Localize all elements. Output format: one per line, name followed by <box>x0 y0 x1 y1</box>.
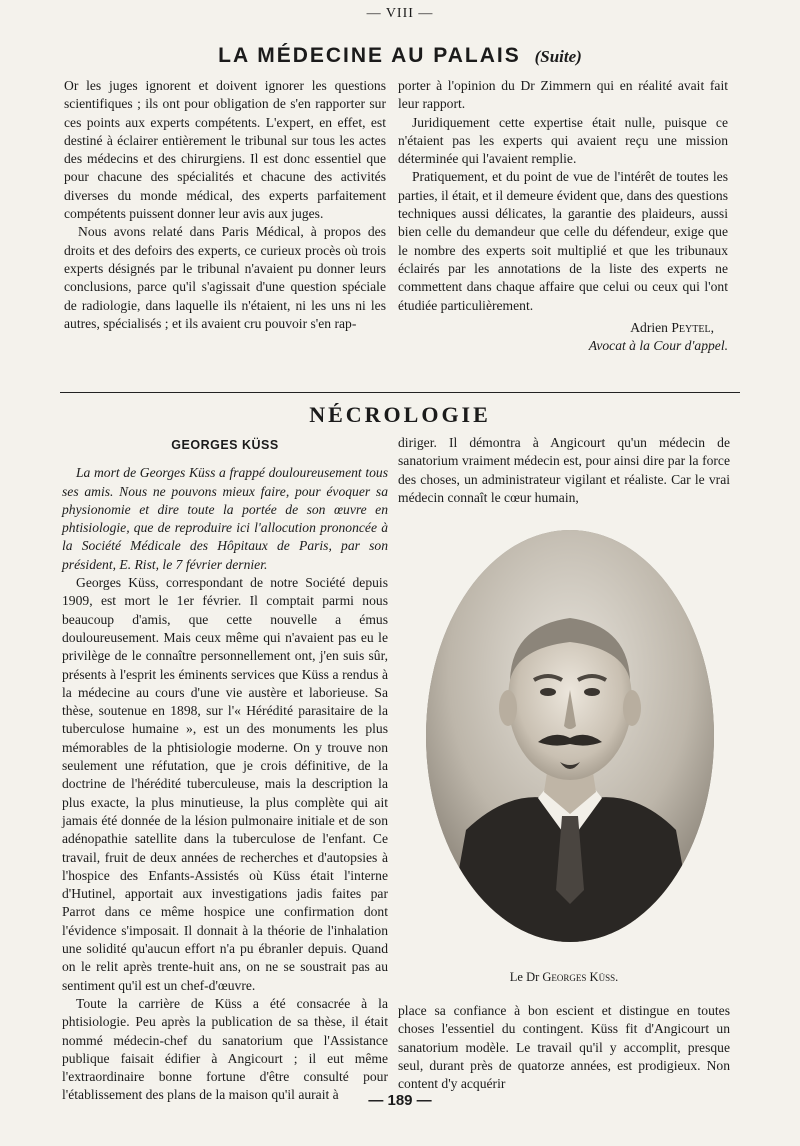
portrait-illustration <box>426 530 714 942</box>
paragraph: Toute la carrière de Küss a été consacrée à la phtisiologie. Peu après la publication de sa thèse, il était nommé médecin-chef du sanatorium que l'Assistance publique faisait édifier à Angicourt ; il eut même l'extraordinaire bonne fortune d'être consulté pour l'établissement des plans de la maison qu'il aurait à <box>62 995 388 1103</box>
article-title-suffix: (Suite) <box>534 47 582 66</box>
author-last-name: Peytel, <box>671 319 714 335</box>
paragraph: Juridiquement cette expertise était nulle, puisque ce n'étaient pas les experts qui avaient reçu une mission déterminée qui l'avaient remplie. <box>398 114 728 167</box>
page-number-roman: — VIII — <box>366 6 434 21</box>
paragraph: Pratiquement, et du point de vue de l'intérêt de toutes les parties, il était, et il demeure évident que, dans des questions techniques aussi délicates, la garantie des plaideurs, aussi bien celle du demandeur que celle du défendeur, exige que le nombre des experts soit multiplié et que les tribunaux éclairés par les annotations de la liste des experts ne commettent dans chaque affaire que celui ou ceux qui l'ont étudiée particulièrement. <box>398 169 728 313</box>
portrait-photo <box>426 530 714 942</box>
portrait-oval <box>426 530 714 942</box>
paragraph: diriger. Il démontra à Angicourt qu'un médecin de sanatorium vraiment médecin est, pour ainsi dire par la force des choses, un administrateur vigilant et réaliste. Car le vrai médecin connaît le cœur humain, <box>398 435 730 505</box>
obituary-subhead: GEORGES KÜSS <box>171 438 279 452</box>
section-title: NÉCROLOGIE <box>309 402 491 427</box>
signature <box>398 319 728 356</box>
paragraph: Nous avons relaté dans Paris Médical, à propos des droits et des defoirs des experts, ce curieux procès où trois experts désignés par le tribunal n'avaient pu donner leurs conclusions, parce qu'il s'agissait d'une question spéciale de radiologie, dans laquelle ils n'étaient, ni les uns ni les autres, spécialisés ; et ils avaient cru pouvoir s'en rap- <box>64 224 386 331</box>
article-column-right <box>398 77 728 355</box>
author-first-name: Adrien <box>630 319 668 335</box>
page-number: — 189 — <box>368 1092 432 1109</box>
obituary-column-left <box>62 434 388 1105</box>
paragraph: place sa confiance à bon escient et distingue en toutes choses l'essentiel du contingent. Küss fit d'Angicourt un sanatorium modèle. Le travail qu'il y accomplit, presque seul, durant près de quatorze années, est prodigieux. Non content d'y acquérir <box>398 1003 730 1092</box>
article-title <box>0 44 800 68</box>
caption-prefix: Le Dr <box>509 970 540 984</box>
author-name <box>398 319 728 337</box>
obituary-column-right-bottom <box>398 1002 730 1093</box>
obituary-column-right-top <box>398 434 730 507</box>
author-title: Avocat à la Cour d'appel. <box>588 338 728 354</box>
paragraph: Or les juges ignorent et doivent ignorer les questions scientifiques ; ils ont pour obligation de s'en rapporter sur ces points aux experts compétents. L'expert, en effet, est destiné à éclairer entièrement le tribunal sur tous les actes des médecins et des chirurgiens. Il est donc essentiel que pour chacune des spécialités et chacune des activités diverses du monde médical, des experts parfaitement compétents puissent donner leur avis aux juges. <box>64 78 386 222</box>
obituary-intro: La mort de Georges Küss a frappé douloureusement tous ses amis. Nous ne pouvons mieux faire, pour évoquer sa physionomie et dire toute la portée de son œuvre en phtisiologie, que de reproduire ici l'allocution prononcée à la Société Médicale des Hôpitaux de Paris, par son président, E. Rist, le 7 février dernier. <box>62 465 388 572</box>
section-divider <box>60 392 740 393</box>
paragraph: Georges Küss, correspondant de notre Société depuis 1909, est mort le 1er février. Il comptait parmi nous beaucoup d'amis, que cette nouvelle a émus douloureusement. Mais ceux même qui n'avaient pas eu le privilège de le connaître personnellement ont, j'en suis sûr, présents à l'esprit les éminents services que Küss a rendus à la médecine au cours d'une vie austère et laborieuse. Sa thèse, soutenue en 1898, sur l'« Hérédité parasitaire de la tuberculose humaine », est un des monuments les plus mémorables de la phtisiologie moderne. On y trouve non seulement une réfutation, que je crois définitive, de la doctrine de l'hérédité tuberculeuse, mais la description la plus exacte, la plus minutieuse, la plus complète qui ait jamais été donnée de la lésion pulmonaire initiale et de son adénopathie satellite dans la tuberculose de l'enfant. Ce travail, fruit de deux années de recherches et d'autopsies à l'hospice des Enfants-Assistés où Küss était l'interne d'Hutinel, apportait aux investigations jadis faites par Parrot dans ce même hospice une confirmation dont l'évidence s'imposait. Il donnait à la théorie de l'inhalation une solidité qu'aucun effort n'a pu ébranler depuis. Quand on le relit après trente-huit ans, on ne se soustrait pas au sentiment qu'il est un chef-d'œuvre. <box>62 575 388 993</box>
article-column-left <box>64 77 386 333</box>
caption-name: Georges Küss. <box>542 970 619 984</box>
paragraph: porter à l'opinion du Dr Zimmern qui en réalité avait fait leur rapport. <box>398 78 728 112</box>
article-title-text: LA MÉDECINE AU PALAIS <box>218 44 521 67</box>
photo-caption <box>398 970 730 985</box>
